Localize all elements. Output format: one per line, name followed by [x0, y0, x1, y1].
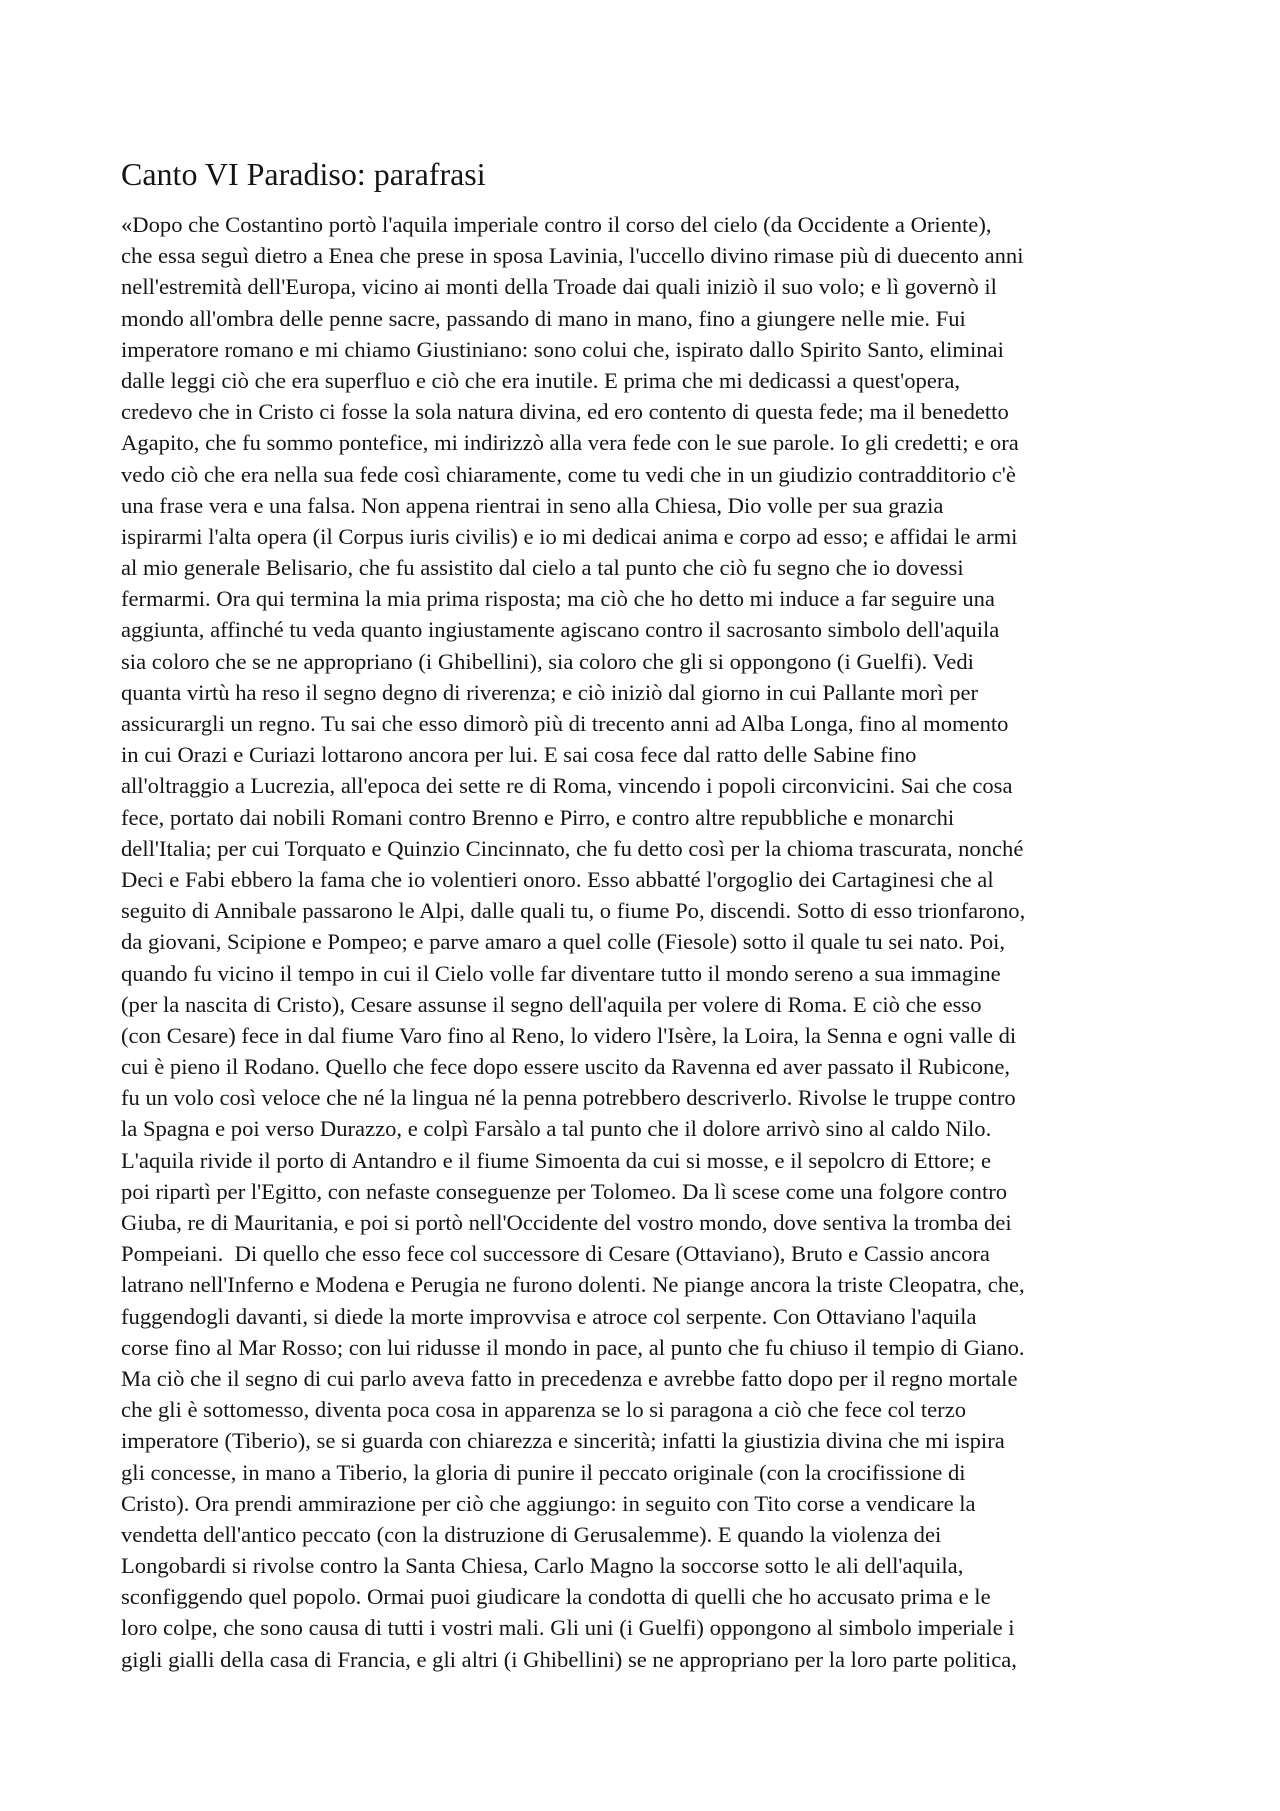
text-line: corse fino al Mar Rosso; con lui ridusse il mondo in pace, al punto che fu chiuso il tempio di Giano.	[121, 1334, 1025, 1360]
text-line: ispirarmi l'alta opera (il Corpus iuris civilis) e io mi dedicai anima e corpo ad esso; e affidai le armi	[121, 523, 1018, 549]
text-line: Giuba, re di Mauritania, e poi si portò nell'Occidente del vostro mondo, dove sentiva la tromba dei	[121, 1210, 1012, 1235]
text-line: quando fu vicino il tempo in cui il Cielo volle far diventare tutto il mondo sereno a sua immagine	[121, 960, 1001, 986]
text-line: vedo ciò che era nella sua fede così chiaramente, come tu vedi che in un giudizio contradditorio c'è	[121, 461, 1016, 487]
text-line: mondo all'ombra delle penne sacre, passando di mano in mano, fino a giungere nelle mie. Fui	[121, 305, 966, 331]
text-line: cui è pieno il Rodano. Quello che fece dopo essere uscito da Ravenna ed aver passato il Rubicone,	[121, 1054, 1011, 1080]
text-line: al mio generale Belisario, che fu assistito dal cielo a tal punto che ciò fu segno che io dovessi	[121, 555, 964, 581]
text-line: Ma ciò che il segno di cui parlo aveva fatto in precedenza e avrebbe fatto dopo per il regno mortale	[121, 1365, 1018, 1391]
text-line: Pompeiani. Di quello che esso fece col successore di Cesare (Ottaviano), Bruto e Cassio ancora	[121, 1241, 990, 1267]
text-line: fuggendogli davanti, si diede la morte improvvisa e atroce col serpente. Con Ottaviano l'aquila	[121, 1303, 977, 1329]
text-line: fece, portato dai nobili Romani contro Brenno e Pirro, e contro altre repubbliche e monarchi	[121, 804, 955, 830]
text-line: «Dopo che Costantino portò l'aquila imperiale contro il corso del cielo (da Occidente a Oriente),	[121, 212, 992, 237]
text-line: quanta virtù ha reso il segno degno di riverenza; e ciò iniziò dal giorno in cui Pallante morì per	[121, 679, 979, 705]
text-line: da giovani, Scipione e Pompeo; e parve amaro a quel colle (Fiesole) sotto il quale tu sei nato. Poi,	[121, 929, 1006, 955]
text-line: in cui Orazi e Curiazi lottarono ancora per lui. E sai cosa fece dal ratto delle Sabine fino	[121, 742, 917, 768]
body-paragraph	[121, 209, 1201, 1675]
text-line: nell'estremità dell'Europa, vicino ai monti della Troade dai quali iniziò il suo volo; e lì governò il	[121, 274, 997, 300]
text-line: imperatore romano e mi chiamo Giustiniano: sono colui che, ispirato dallo Spirito Santo, eliminai	[121, 336, 1004, 362]
page-title: Canto VI Paradiso: parafrasi	[121, 156, 486, 192]
text-line: la Spagna e poi verso Durazzo, e colpì Farsàlo a tal punto che il dolore arrivò sino al caldo Nilo.	[121, 1116, 992, 1142]
text-line: vendetta dell'antico peccato (con la distruzione di Gerusalemme). E quando la violenza dei	[121, 1521, 942, 1547]
text-line: fermarmi. Ora qui termina la mia prima risposta; ma ciò che ho detto mi induce a far seguire una	[121, 586, 995, 612]
text-line: che essa seguì dietro a Enea che prese in sposa Lavinia, l'uccello divino rimase più di duecento anni	[121, 243, 1024, 269]
text-line: poi ripartì per l'Egitto, con nefaste conseguenze per Tolomeo. Da lì scese come una folgore contro	[121, 1178, 1008, 1204]
text-line: Agapito, che fu sommo pontefice, mi indirizzò alla vera fede con le sue parole. Io gli credetti; e ora	[121, 430, 1019, 456]
text-line: dalle leggi ciò che era superfluo e ciò che era inutile. E prima che mi dedicassi a quest'opera,	[121, 367, 961, 393]
text-line: assicurargli un regno. Tu sai che esso dimorò più di trecento anni ad Alba Longa, fino al momento	[121, 711, 1009, 736]
text-line: sconfiggendo quel popolo. Ormai puoi giudicare la condotta di quelli che ho accusato prima e le	[121, 1584, 991, 1610]
text-line: (con Cesare) fece in dal fiume Varo fino al Reno, lo videro l'Isère, la Loira, la Senna e ogni valle di	[121, 1022, 1017, 1048]
text-line: seguito di Annibale passarono le Alpi, dalle quali tu, o fiume Po, discendi. Sotto di esso trionfarono,	[121, 898, 1026, 924]
text-line: all'oltraggio a Lucrezia, all'epoca dei sette re di Roma, vincendo i popoli circonvicini. Sai che cosa	[121, 773, 1013, 799]
text-line: una frase vera e una falsa. Non appena rientrai in seno alla Chiesa, Dio volle per sua grazia	[121, 492, 944, 518]
text-line: Longobardi si rivolse contro la Santa Chiesa, Carlo Magno la soccorse sotto le ali dell'aquila,	[121, 1553, 964, 1579]
text-line: loro colpe, che sono causa di tutti i vostri mali. Gli uni (i Guelfi) oppongono al simbolo imperiale i	[121, 1615, 1015, 1641]
text-line: aggiunta, affinché tu veda quanto ingiustamente agiscano contro il sacrosanto simbolo dell'aquila	[121, 617, 1000, 643]
text-line: credevo che in Cristo ci fosse la sola natura divina, ed ero contento di questa fede; ma il benedetto	[121, 399, 1009, 425]
text-line: (per la nascita di Cristo), Cesare assunse il segno dell'aquila per volere di Roma. E ciò che esso	[121, 991, 982, 1017]
document-content	[121, 152, 1201, 1675]
text-line: che gli è sottomesso, diventa poca cosa in apparenza se lo si paragona a ciò che fece col terzo	[121, 1397, 967, 1423]
text-line: imperatore (Tiberio), se si guarda con chiarezza e sincerità; infatti la giustizia divina che mi ispira	[121, 1428, 1005, 1454]
text-line: Cristo). Ora prendi ammirazione per ciò che aggiungo: in seguito con Tito corse a vendicare la	[121, 1490, 976, 1516]
text-line: fu un volo così veloce che né la lingua né la penna potrebbero descriverlo. Rivolse le truppe contro	[121, 1085, 1016, 1111]
text-line: L'aquila rivide il porto di Antandro e il fiume Simoenta da cui si mosse, e il sepolcro di Ettore; e	[121, 1147, 991, 1173]
text-line: dell'Italia; per cui Torquato e Quinzio Cincinnato, che fu detto così per la chioma trascurata, nonché	[121, 835, 1024, 861]
text-line: gli concesse, in mano a Tiberio, la gloria di punire il peccato originale (con la crocifissione di	[121, 1459, 966, 1485]
text-line: sia coloro che se ne appropriano (i Ghibellini), sia coloro che gli si oppongono (i Guelfi). Vedi	[121, 648, 974, 674]
text-line: latrano nell'Inferno e Modena e Perugia ne furono dolenti. Ne piange ancora la triste Cleopatra, che,	[121, 1272, 1025, 1298]
text-line: gigli gialli della casa di Francia, e gli altri (i Ghibellini) se ne appropriano per la loro parte politica,	[121, 1646, 1017, 1672]
text-line: Deci e Fabi ebbero la fama che io volentieri onoro. Esso abbatté l'orgoglio dei Cartaginesi che al	[121, 866, 994, 892]
